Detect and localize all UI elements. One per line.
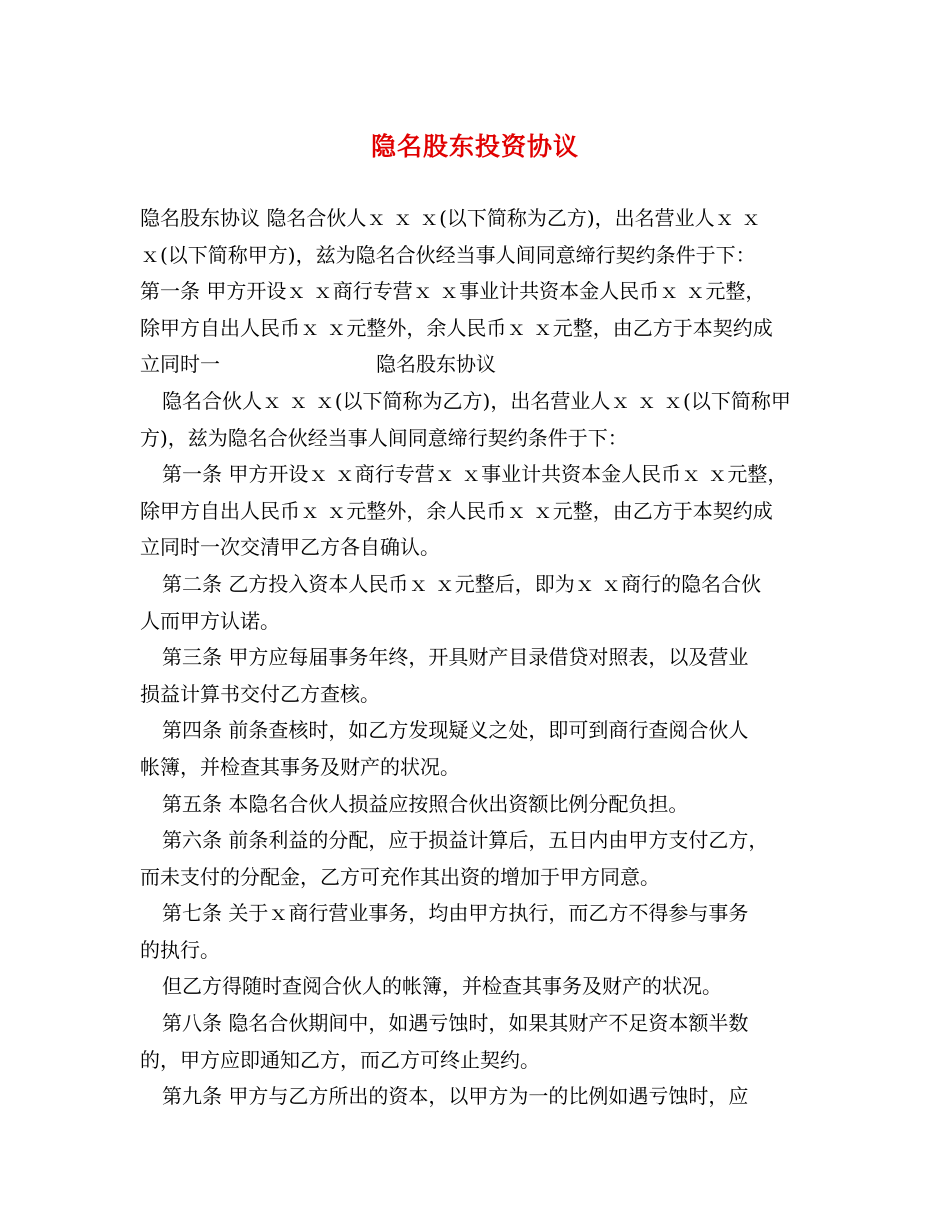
paragraph-fragment: 立同时一: [140, 352, 220, 377]
paragraph-line: 隐名股东协议 隐名合伙人ｘ ｘ ｘ(以下简称为乙方)，出名营业人ｘ ｘ: [140, 206, 762, 230]
paragraph-line: 除甲方自出人民币ｘ ｘ元整外，余人民币ｘ ｘ元整，由乙方于本契约成: [140, 315, 773, 340]
document-body: [140, 200, 812, 1115]
document-title: 隐名股东投资协议: [370, 132, 579, 161]
paragraph-line: 第一条 甲方开设ｘ ｘ商行专营ｘ ｘ事业计共资本金人民币ｘ ｘ元整，: [162, 462, 788, 487]
inline-heading: 隐名股东协议: [376, 352, 496, 377]
paragraph-line: 的执行。: [140, 937, 220, 962]
paragraph-line: 第四条 前条查核时，如乙方发现疑义之处，即可到商行查阅合伙人: [162, 718, 749, 743]
paragraph-line: 立同时一次交清甲乙方各自确认。: [140, 535, 440, 560]
paragraph-line: 第八条 隐名合伙期间中，如遇亏蚀时，如果其财产不足资本额半数: [162, 1011, 749, 1036]
paragraph-line: 第一条 甲方开设ｘ ｘ商行专营ｘ ｘ事业计共资本金人民币ｘ ｘ元整，: [140, 279, 766, 304]
paragraph-line: 第六条 前条利益的分配，应于损益计算后，五日内由甲方支付乙方，: [162, 828, 769, 853]
paragraph-line: 人而甲方认诺。: [140, 608, 280, 633]
paragraph-line: 第五条 本隐名合伙人损益应按照合伙出资额比例分配负担。: [162, 791, 689, 816]
paragraph-line: 隐名合伙人ｘ ｘ ｘ(以下简称为乙方)，出名营业人ｘ ｘ ｘ(以下简称甲: [162, 388, 791, 413]
paragraph-line: 但乙方得随时查阅合伙人的帐簿，并检查其事务及财产的状况。: [162, 974, 722, 999]
paragraph-line: ｘ(以下简称甲方)，兹为隐名合伙经当事人间同意缔行契约条件于下：: [140, 242, 756, 267]
paragraph-line: 方)，兹为隐名合伙经当事人间同意缔行契约条件于下：: [140, 425, 628, 450]
paragraph-line: 除甲方自出人民币ｘ ｘ元整外，余人民币ｘ ｘ元整，由乙方于本契约成: [140, 498, 773, 523]
paragraph-line: 第七条 关于ｘ商行营业事务，均由甲方执行，而乙方不得参与事务: [162, 901, 749, 926]
paragraph-line: 第二条 乙方投入资本人民币ｘ ｘ元整后，即为ｘ ｘ商行的隐名合伙: [162, 571, 762, 596]
paragraph-line: 第三条 甲方应每届事务年终，开具财产目录借贷对照表，以及营业: [162, 645, 749, 670]
paragraph-line: 帐簿，并检查其事务及财产的状况。: [140, 754, 460, 779]
paragraph-line: 损益计算书交付乙方查核。: [140, 681, 380, 706]
paragraph-line: 的，甲方应即通知乙方，而乙方可终止契约。: [140, 1047, 540, 1072]
paragraph-line: 第九条 甲方与乙方所出的资本，以甲方为一的比例如遇亏蚀时，应: [162, 1084, 749, 1109]
paragraph-line: 而未支付的分配金，乙方可充作其出资的增加于甲方同意。: [140, 864, 660, 889]
paragraph-line-with-heading: [140, 346, 812, 383]
